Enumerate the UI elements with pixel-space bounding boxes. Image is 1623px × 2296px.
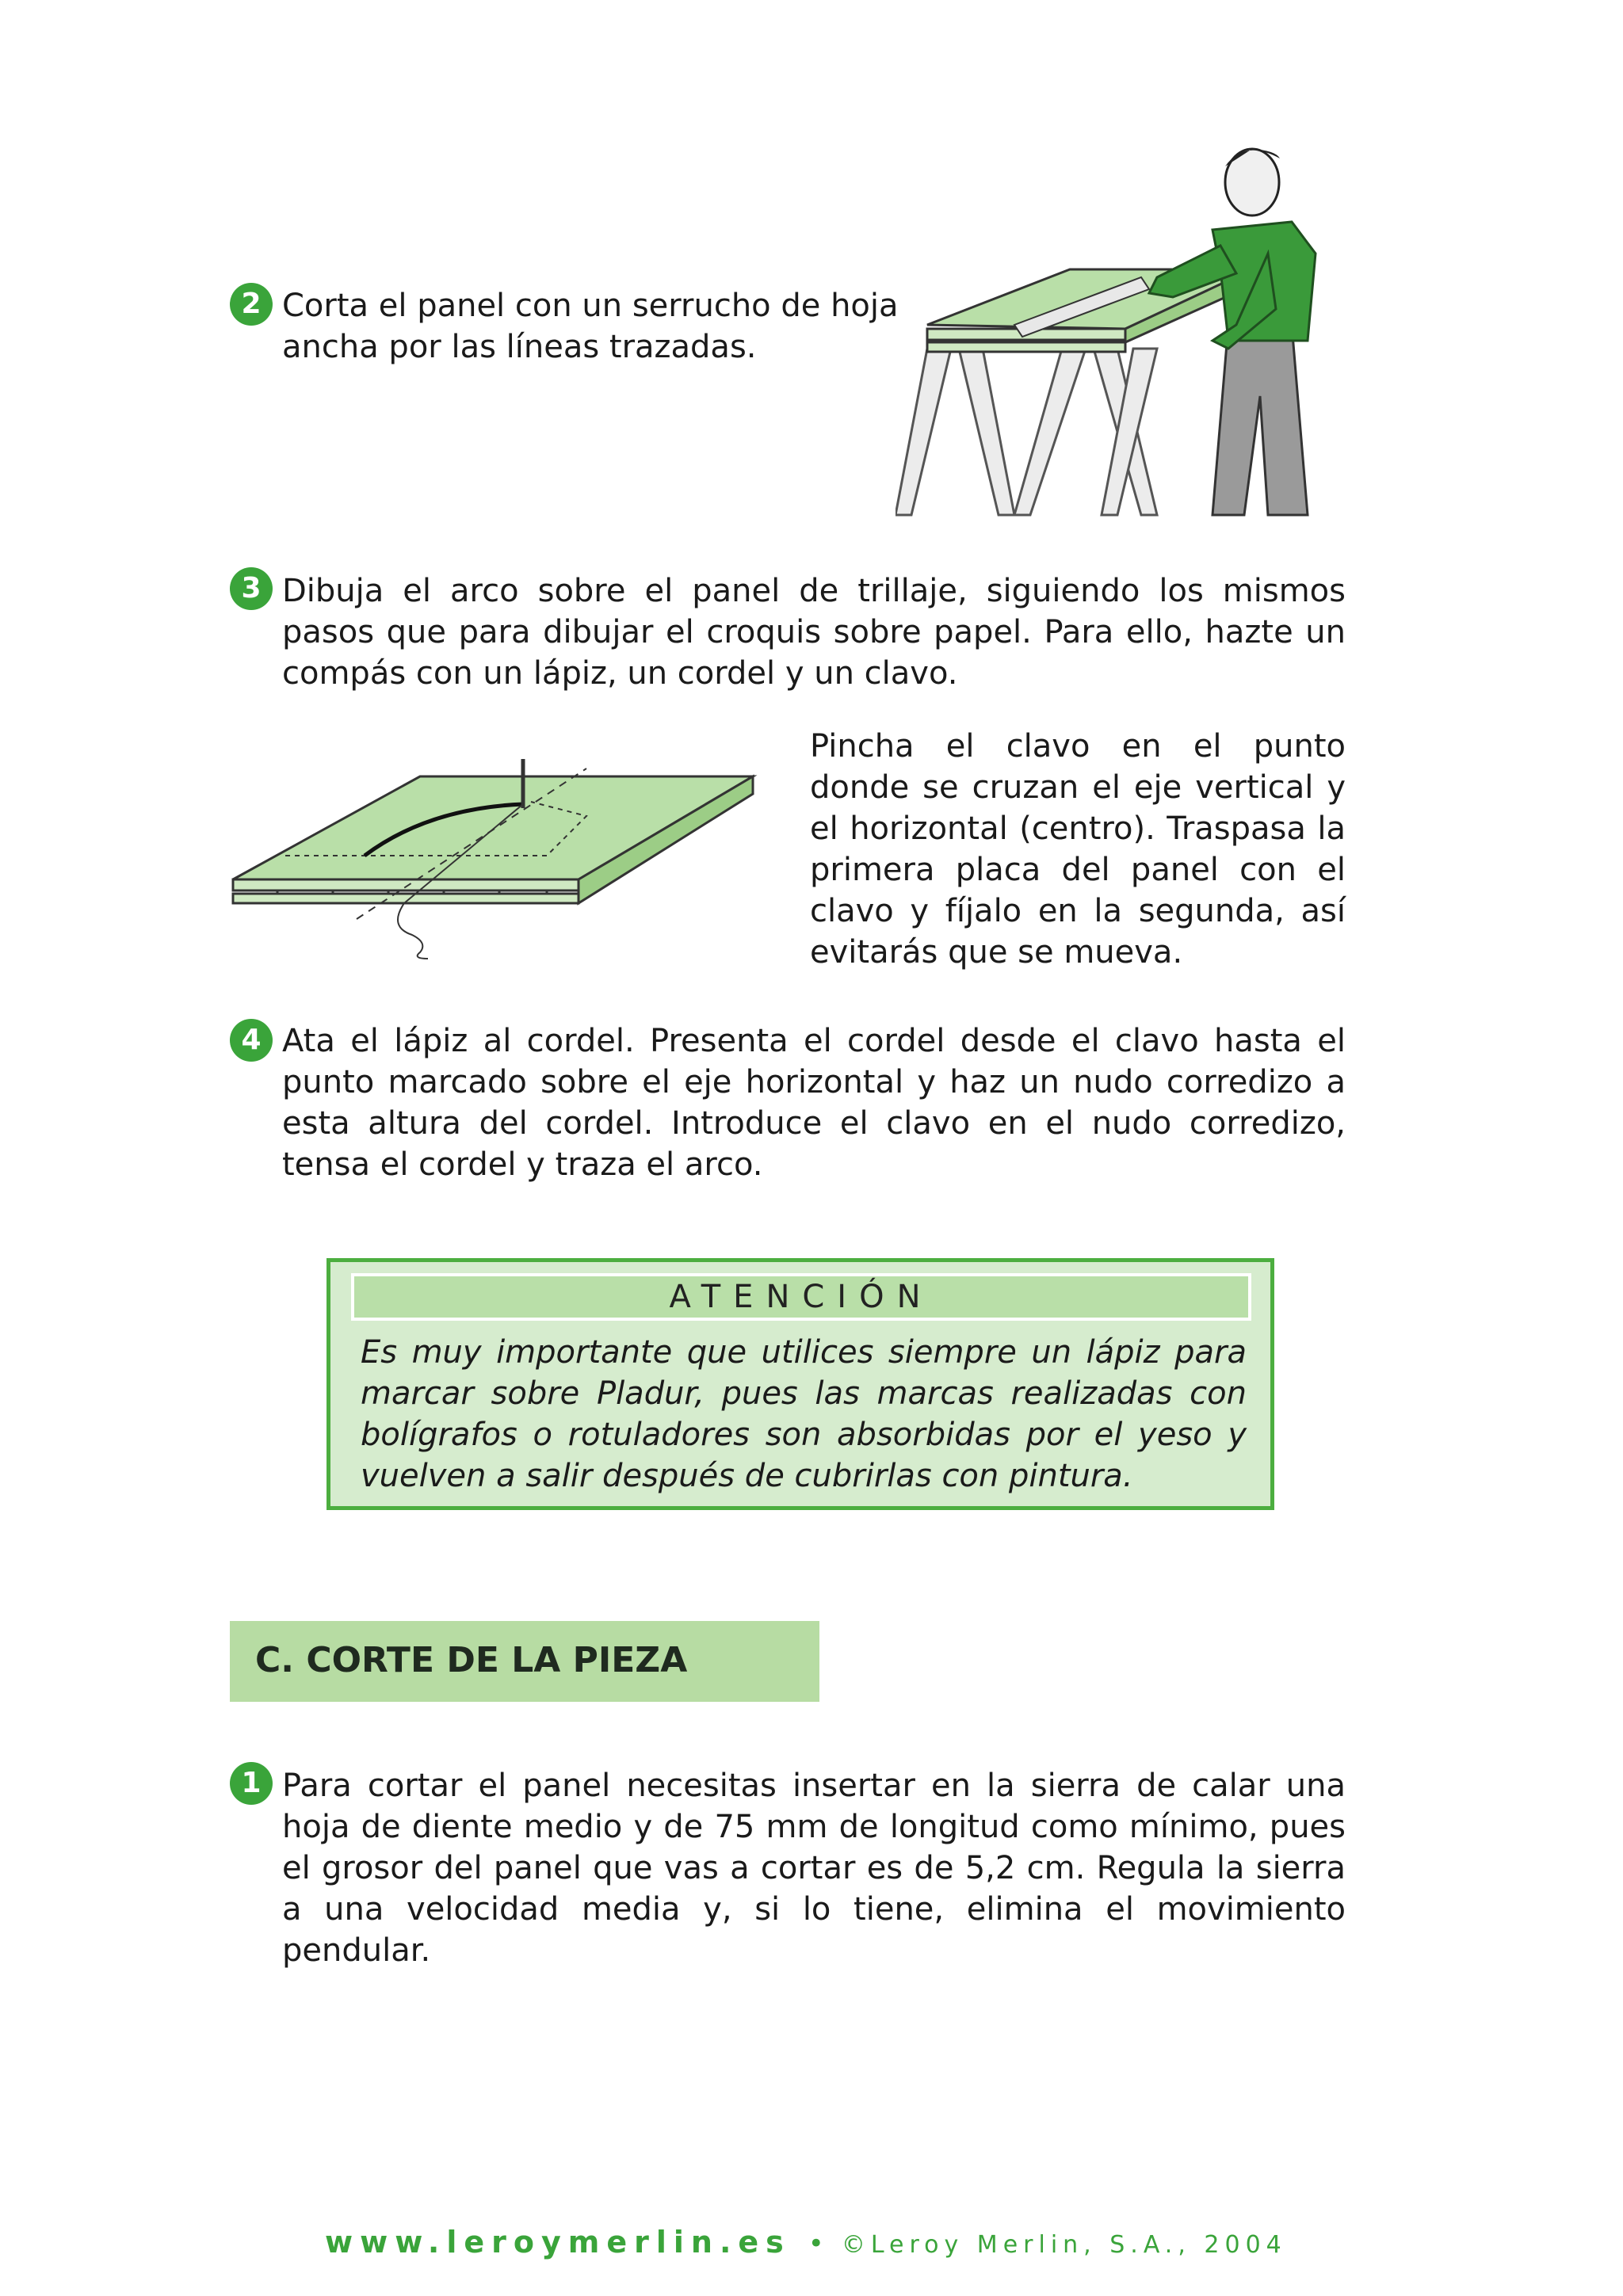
step-4-text: Ata el lápiz al cordel. Presenta el cordel desde el clavo hasta el punto marcado sobre el eje horizontal y haz un nudo corredizo a esta altura del cordel. Introduce el clavo en el nudo corredizo, tensa el cordel y traza el arco.	[282, 1023, 1346, 1183]
step-number-badge: 4	[230, 1019, 273, 1062]
section-title: C. CORTE DE LA PIEZA	[255, 1640, 688, 1680]
footer-separator: •	[808, 2228, 824, 2260]
side-note-text: Pincha el clavo en el punto donde se cruzan el eje vertical y el horizontal (centro). Traspasa la primera placa del panel con el clavo y fíjalo en la segunda, así evitarás que se mueva.	[810, 728, 1346, 971]
step-number-badge: 3	[230, 567, 273, 610]
step-2-text: Corta el panel con un serrucho de hoja ancha por las líneas trazadas.	[282, 288, 899, 365]
footer-copyright: ©Leroy Merlin, S.A., 2004	[841, 2231, 1287, 2259]
step-number-badge: 1	[230, 1762, 273, 1805]
attention-text: Es muy importante que utilices siempre un lápiz para marcar sobre Pladur, pues las marcas realizadas con bolígrafos o rotuladores son absorbidas por el yeso y vuelven a salir después de cubrirlas con pintura.	[361, 1334, 1247, 1494]
compass-illustration	[230, 745, 769, 967]
section-header	[230, 1621, 819, 1702]
sawing-illustration	[896, 135, 1363, 523]
attention-title: ATENCIÓN	[351, 1273, 1251, 1321]
attention-box	[327, 1258, 1274, 1510]
footer	[325, 2225, 1287, 2260]
section-step-1-text: Para cortar el panel necesitas insertar en la sierra de calar una hoja de diente medio y de 75 mm de longitud como mínimo, pues el grosor del panel que vas a cortar es de 5,2 cm. Regula la sierra a una velocidad media y, si lo tiene, elimina el movimiento pendular.	[282, 1768, 1346, 1969]
step-number-badge: 2	[230, 283, 273, 326]
step-3-text: Dibuja el arco sobre el panel de trillaje, siguiendo los mismos pasos que para dibujar el croquis sobre papel. Para ello, hazte un compás con un lápiz, un cordel y un clavo.	[282, 573, 1346, 692]
footer-url[interactable]: www.leroymerlin.es	[325, 2225, 791, 2260]
